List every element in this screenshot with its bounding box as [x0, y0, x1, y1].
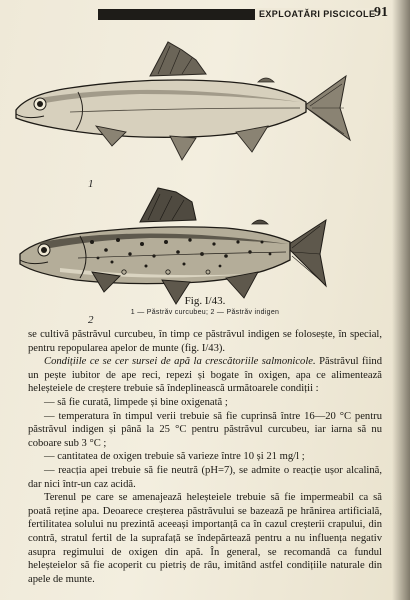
running-head: EXPLOATĂRI PISCICOLE [255, 8, 379, 20]
fish-1-label: 1 [88, 178, 94, 190]
figure-caption-title: Fig. I/43. [184, 295, 226, 307]
body-text [28, 328, 382, 586]
list-item: — reacția apei trebuie să fie neutră (pH=7), se admite o reacție ușor alcalină, dar nici într-un caz acidă. [28, 464, 382, 490]
paragraph: Terenul pe care se amenajează heleșteiele trebuie să fie impermeabil ca să poată reține apa. Deoarece creșterea păstrăvului se bazează pe hrănirea artificială, fertilitatea solului nu prezintă aceeași importanță ca în cazul creșterii crapului, din contră, stratul fertil de la suprafață se îndepărtează pentru a nu influența negativ asupra regimului de oxigen din apă. În general, se recomandă ca fundul heleșteielor să fie acoperit cu pietriș de râu, imitând astfel condițiile naturale din apele de munte. [28, 492, 382, 585]
rainbow-trout-drawing [16, 42, 350, 160]
paragraph: se cultivă păstrăvul curcubeu, în timp ce păstrăvul indigen se folosește, în special, pentru repopularea apelor de munte (fig. I/43). [28, 329, 382, 354]
list-item: — cantitatea de oxigen trebuie să varieze între 10 și 21 mg/l ; [44, 451, 305, 463]
paragraph-body: Păstrăvul fiind un pește iubitor de ape reci, repezi și bogate în oxigen, apa ce alimentează heleșteiele de creștere trebuie să îndeplinească următoarele condiții : [28, 356, 382, 395]
page-number: 91 [374, 5, 388, 20]
list-item: — să fie curată, limpede și bine oxigenată ; [44, 396, 228, 408]
brown-trout-drawing [20, 188, 326, 304]
list-item: — temperatura în timpul verii trebuie să fie cuprinsă între 16—20 °C pentru păstrăvul indigen și până la 25 °C pentru păstrăvul curcubeu, iar iarna să nu coboare sub 3 °C ; [28, 410, 382, 449]
paragraph [28, 355, 382, 396]
section-heading: Condițiile ce se cer sursei de apă la crescătoriile salmonicole. [44, 356, 316, 368]
fish-2-label: 2 [88, 314, 94, 326]
figure-caption-description: 1 — Păstrăv curcubeu; 2 — Păstrăv indigen [130, 309, 280, 316]
trout-illustration [0, 28, 410, 328]
figure-trout [0, 28, 410, 328]
